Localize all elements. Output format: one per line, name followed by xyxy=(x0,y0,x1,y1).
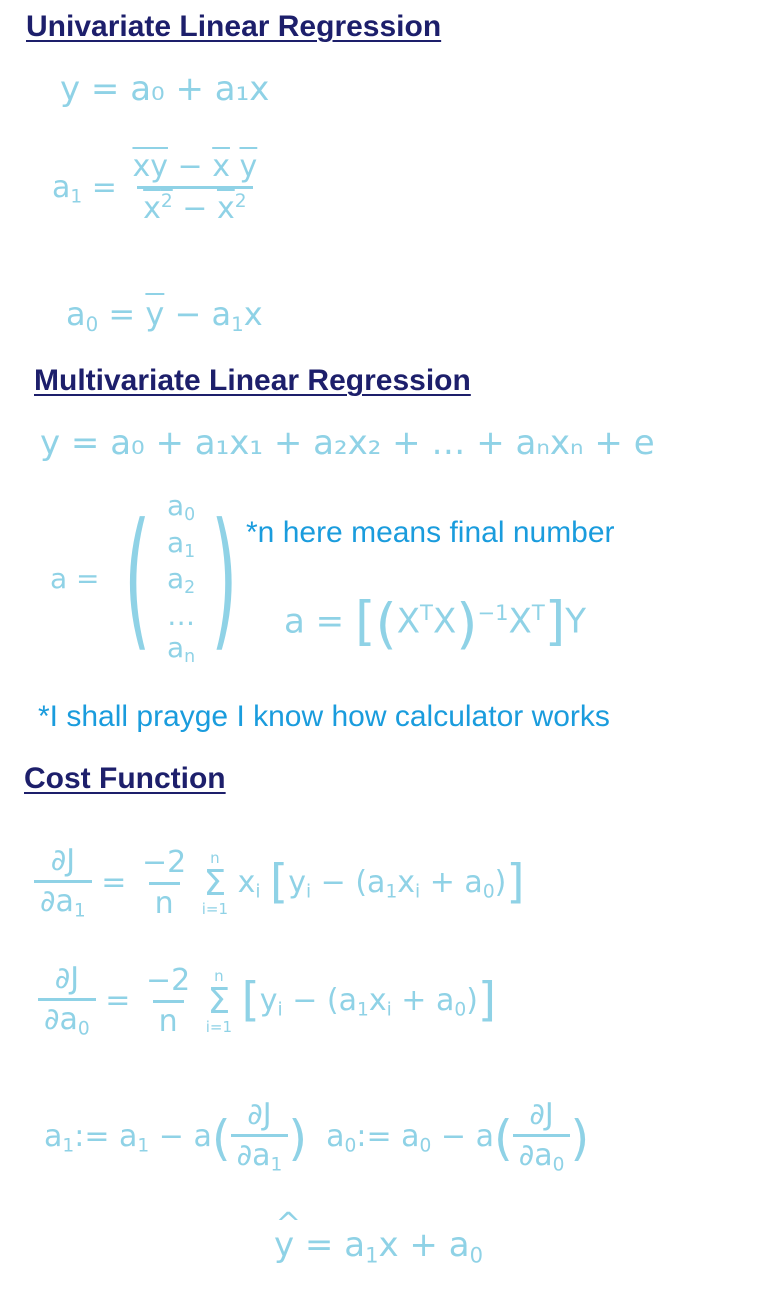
eq-multivariate-model-text: y = a₀ + a₁x₁ + a₂x₂ + … + aₙxₙ + e xyxy=(40,423,655,463)
note-n-meaning: *n here means final number xyxy=(246,516,615,549)
eq-partial-a0: $\frac{\partial J}{\partial a_0}$ = $\frac{-2}{n}$ n Σ i=1 $[y_i - (a_1x_i + a_0)]$ xyxy=(38,964,496,1039)
heading-multivariate: Multivariate Linear Regression xyxy=(34,364,471,397)
eq-coefficient-vector: a = ( $a_0$ $a_1$ $a_2$ … $a_n$ ) xyxy=(50,492,254,666)
heading-univariate: Univariate Linear Regression xyxy=(26,10,442,43)
eq-univariate-a0: $a_0 = \overline{y} - a_1x$ xyxy=(66,295,263,336)
eq-univariate-model xyxy=(60,69,270,109)
note-calculator: *I shall prayge I know how calculator works xyxy=(38,700,610,733)
eq-univariate-a1: $a_1$ = $\frac{\overline{xy} - \overline{x} \overline{y}}{x^2 - \overline{x}^2}$ xyxy=(52,152,263,224)
eq-multivariate-model xyxy=(40,423,655,463)
eq-prediction: ^ $y = a_1x + a_0$ xyxy=(274,1228,483,1265)
eq-partial-a1: $\frac{\partial J}{\partial a_1}$ = $\frac{-2}{n}$ n Σ i=1 $x_i$ $[y_i - (a_1x_i + a_0)]$ xyxy=(34,846,525,921)
eq-gradient-update: $a_1:= a_1 - a$( $\frac{\partial J}{\partial a_1}$ ) $a_0:= a_0 - a$( $\frac{\partial J}{\partial a_0}$ ) xyxy=(44,1097,590,1176)
eq-univariate-model-text: y = a₀ + a₁x xyxy=(60,69,270,109)
heading-cost-function: Cost Function xyxy=(24,762,226,795)
a1-fraction: $\frac{\overline{xy} - \overline{x} \overline{y}}{x^2 - \overline{x}^2}$ xyxy=(132,149,258,227)
coefficient-vector: ( $a_0$ $a_1$ $a_2$ … $a_n$ ) xyxy=(124,489,238,667)
eq-normal-equation: $a = [(X^TX)^{-1}X^T]Y$ xyxy=(284,591,587,656)
